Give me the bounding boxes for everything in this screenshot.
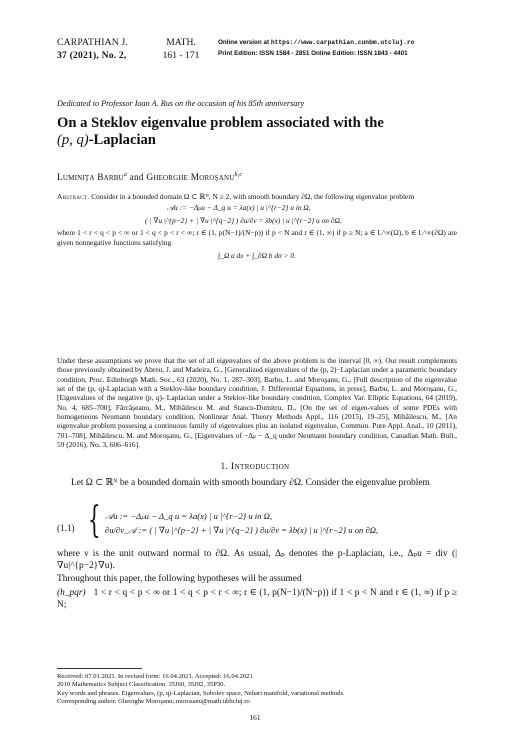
footnote-msc: 2010 Mathematics Subject Classification. 35J60, 35J92, 35P30.: [57, 681, 226, 689]
journal-name: [57, 36, 128, 62]
page-number: 161: [249, 713, 261, 722]
author1: Luminiţa Barbu: [57, 173, 124, 184]
abstract-intro: Consider in a bounded domain Ω ⊂ ℝᴺ, N ≥ 2, with smooth boundary ∂Ω, the following eigenvalue problem: [91, 192, 415, 201]
footnote-corresponding: Corresponding author: Gheorghe Moroşanu; morosanu@math.ubbcluj.ro: [57, 698, 250, 706]
online-info: [218, 38, 414, 59]
journal-line1: CARPATHIAN J.: [57, 37, 129, 48]
abstract-summary-text: Under these assumptions we prove that the set of all eigenvalues of the above problem is the interval [0, ∞). Our result complements those previously obtained by Abreu, J. and Madeira, G., [Generalized eigenvalues of the (p, 2)−Laplacian under a parametric boundary condition, Proc. Edinburgh Math. Soc., 63 (2020), No. 1, 287–303], Barbu, L. and Moroşanu, G., [Full description of the eigenvalue set of the (p, q)-Laplacian with a Steklov-like boundary condition, J. Differential Equations, in press], Barbu, L. and Moroşanu, G., [Eigenvalues of the negative (p, q)- Laplacian under a Steklov-like boundary condition, Complex Var. Elliptic Equations, 64 (2019), No. 4, 685–700], Fărcăşeanu, M., Mihăilescu M. and Stancu-Dumitru, D., [On the set of eigen-values of some PDEs with homogeneous Neumann boundary condition, Nonlinear Anal. Theory Methods Appl., 116 (2015), 19–25], Mihăilescu, M., [An eigenvalue problem possesing a continuous family of eigenvalues plus an isolated eigenvalue, Commun. Pure Appl. Anal., 10 (2011), 701–708], Mihăilescu, M. and Moroşanu, G., [Eigenvalues of −Δₚ − Δ_q under Neumann boundary condition, Canadian Math. Bull., 59 (2016), No. 3, 606–616].: [57, 356, 457, 450]
abstract-eq1: 𝒜u := −Δₚu − Δ_q u = λa(x) | u |^{r−2} u in Ω,: [167, 203, 311, 213]
footnote-keywords: Key words and phrases. Eigenvalues, (p, q)-Laplacian, Sobolev space, Nehari manifold, variational methods.: [57, 689, 345, 697]
abstract-lead: Abstract.: [57, 192, 90, 201]
abstract-eq2: ( | ∇u |^{p−2} + | ∇u |^{q−2} ) ∂u/∂ν = λb(x) | u |^{r−2} u on ∂Ω,: [145, 215, 342, 225]
section-paragraph-1: Let Ω ⊂ ℝᴺ be a bounded domain with smooth boundary ∂Ω. Consider the eigenvalue problem: [71, 478, 430, 488]
journal-math: [160, 36, 202, 62]
footnotes: [57, 673, 477, 707]
issn-line: Print Edition: ISSN 1584 - 2851 Online Edition: ISSN 1843 - 4401: [218, 49, 408, 57]
math-line1: MATH.: [166, 37, 196, 48]
system-eq2: ∂u/∂ν_𝒜 := ( | ∇u |^{p−2} + | ∇u |^{q−2} ) ∂u/∂ν = λb(x) | u |^{r−2} u on ∂Ω,: [105, 524, 379, 535]
authors: [57, 172, 242, 183]
system-eq1: 𝒜u := −Δₚu − Δ_q u = λa(x) | u |^{r−2} u in Ω,: [105, 511, 272, 521]
title-pq: (p, q): [57, 132, 89, 148]
equation-system: [105, 510, 378, 537]
online-url[interactable]: https://www.carpathian.cunbm.utcluj.ro: [270, 39, 415, 46]
title-line2: -Laplacian: [88, 132, 156, 148]
abstract-eq3: ∫_Ω a dx + ∫_∂Ω b dσ > 0.: [218, 251, 296, 261]
footnote-rule: [57, 668, 142, 669]
abstract-conditions: where 1 < r < q < p < ∞ or 1 < q < p < r < ∞; r ∈ (1, p(N−1)/(N−p)) if p < N and r ∈ (1, ∞) if p ≥ N; a ∈ L^∞(Ω), b ∈ L^∞(∂Ω) are given nonnegative functions satisfying: [57, 228, 457, 247]
authors-and: and: [129, 173, 144, 184]
hypothesis-label: (h_pqr): [57, 588, 86, 598]
abstract-summary: [57, 356, 457, 449]
section-paragraph-3: Throughout this paper, the following hypotheses will be assumed: [57, 574, 302, 584]
author1-affil: a: [123, 172, 128, 178]
journal-line2: 37 (2021), No. 2,: [57, 50, 127, 61]
abstract: [57, 192, 457, 264]
equation-brace: {: [88, 500, 101, 541]
dedication: Dedicated to Professor Ioan A. Rus on the occasion of his 85th anniversary: [57, 99, 305, 108]
author2-affil: b,c: [234, 172, 243, 178]
author2: Gheorghe Moroşanu: [146, 173, 235, 184]
hypothesis: [57, 588, 457, 612]
section-title: 1. Introduction: [220, 462, 290, 472]
section-paragraph-2: where ν is the unit outward normal to ∂Ω. As usual, Δₚ denotes the p-Laplacian, i.e., Δₚu = div (|∇u|^{p−2}∇u).: [57, 549, 457, 571]
footnote-received: Received: 07.01.2021. In revised form: 16.04.2021. Accepted: 16.04.2021: [57, 673, 253, 680]
online-label: Online version at: [218, 39, 270, 46]
page-range: 161 - 171: [162, 50, 200, 61]
hypothesis-text: 1 < r < q < p < ∞ or 1 < q < p < r < ∞; r ∈ (1, p(N−1)/(N−p)) if 1 < p < N and r ∈ (1, ∞) if p ≥ N;: [57, 588, 457, 610]
equation-number: (1.1): [57, 523, 75, 533]
title-line1: On a Steklov eigenvalue problem associated with the: [57, 115, 384, 131]
paper-title: [57, 115, 457, 149]
